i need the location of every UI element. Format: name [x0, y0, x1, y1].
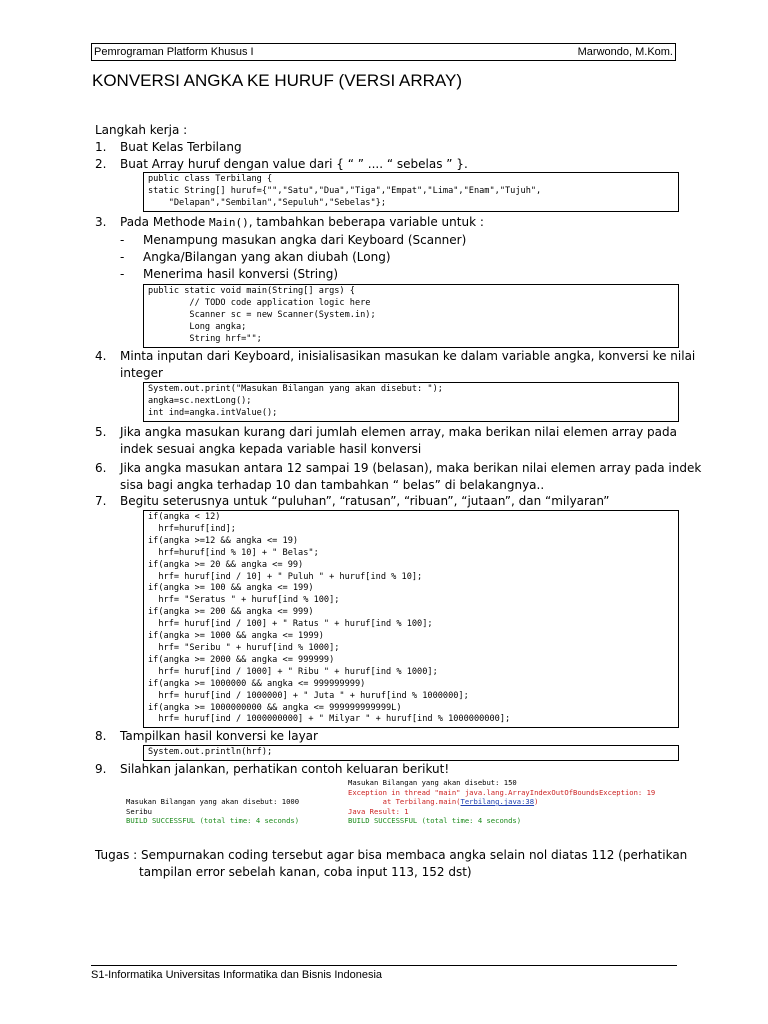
code-line: hrf= huruf[ind / 100] + " Ratus " + huruf[ind % 100];: [148, 619, 433, 630]
output-right-line: ): [534, 797, 539, 806]
code-line: hrf=huruf[ind % 10] + " Belas";: [148, 547, 319, 558]
document-title: KONVERSI ANGKA KE HURUF (VERSI ARRAY): [92, 71, 462, 90]
output-right-line: Masukan Bilangan yang akan disebut: 150: [348, 778, 517, 787]
page-header: [91, 43, 676, 61]
step-9-text: Silahkan jalankan, perhatikan contoh keluaran berikut!: [120, 762, 450, 776]
code-line: if(angka >= 1000 && angka <= 1999): [148, 631, 324, 642]
page-footer: S1-Informatika Universitas Informatika dan Bisnis Indonesia: [91, 969, 383, 981]
task-line-1: Tugas : Sempurnakan coding tersebut agar bisa membaca angka selain nol diatas 112 (perhatikan: [95, 848, 688, 862]
bullet-marker: -: [120, 267, 125, 281]
step-3-text: [120, 214, 484, 231]
code-line: String hrf="";: [148, 333, 262, 344]
step-4-line-1: Minta inputan dari Keyboard, inisialisasikan masukan ke dalam variable angka, konversi ke nilai: [120, 349, 696, 363]
output-right-line: at Terbilang.main(: [348, 797, 461, 806]
step-9-number: 9.: [95, 762, 107, 776]
code-block-print: [143, 745, 679, 761]
stacktrace-link[interactable]: Terbilang.java:38: [460, 797, 535, 806]
code-line: if(angka >= 100 && angka <= 199): [148, 583, 314, 594]
output-left-line: BUILD SUCCESSFUL (total time: 4 seconds): [126, 816, 300, 825]
code-line: hrf= huruf[ind / 10] + " Puluh " + huruf[ind % 10];: [148, 571, 423, 582]
output-left-line: Masukan Bilangan yang akan disebut: 1000: [126, 797, 300, 806]
code-block-conversion: [143, 510, 679, 728]
output-right-line: Java Result: 1: [348, 806, 409, 816]
code-line: // TODO code application logic here: [148, 297, 371, 308]
step-3-post: , tambahkan beberapa variable untuk :: [248, 215, 484, 229]
output-right-line: BUILD SUCCESSFUL (total time: 4 seconds): [348, 816, 522, 825]
code-line: hrf= huruf[ind / 1000000000] + " Milyar " + huruf[ind % 1000000000];: [148, 714, 511, 725]
code-line: hrf=huruf[ind];: [148, 523, 236, 534]
bullet-item: Menampung masukan angka dari Keyboard (Scanner): [143, 233, 467, 247]
footer-divider: [91, 965, 677, 966]
code-line: int ind=angka.intValue();: [148, 407, 278, 418]
step-3-number: 3.: [95, 215, 107, 229]
bullet-marker: -: [120, 250, 125, 264]
step-5-number: 5.: [95, 425, 107, 439]
code-line: hrf= huruf[ind / 1000] + " Ribu " + huruf[ind % 1000];: [148, 666, 438, 677]
code-block-array: [143, 172, 679, 212]
author-name: Marwondo, M.Kom.: [577, 46, 673, 58]
step-4-number: 4.: [95, 349, 107, 363]
code-line: "Delapan","Sembilan","Sepuluh","Sebelas"};: [148, 197, 386, 208]
code-line: System.out.print("Masukan Bilangan yang akan disebut: ");: [148, 384, 443, 394]
code-line: static String[] huruf={"","Satu","Dua","Tiga","Empat","Lima","Enam","Tujuh",: [148, 185, 542, 196]
bullet-item: Menerima hasil konversi (String): [143, 267, 339, 281]
step-1-number: 1.: [95, 140, 107, 154]
step-1-text: Buat Kelas Terbilang: [120, 140, 242, 154]
code-line: public static void main(String[] args) {: [148, 286, 355, 296]
code-line: if(angka >=12 && angka <= 19): [148, 535, 299, 546]
course-name: Pemrograman Platform Khusus I: [94, 46, 254, 58]
step-7-number: 7.: [95, 494, 107, 508]
code-line: if(angka >= 20 && angka <= 99): [148, 559, 304, 570]
sample-output-right: [348, 778, 655, 826]
code-block-input: [143, 382, 679, 422]
code-line: public class Terbilang {: [148, 174, 273, 184]
output-left-line: Seribu: [126, 806, 152, 816]
code-line: Long angka;: [148, 321, 247, 332]
code-block-main: [143, 284, 679, 348]
steps-heading: Langkah kerja :: [95, 123, 188, 137]
step-3-pre: Pada Methode: [120, 215, 210, 229]
code-line: Scanner sc = new Scanner(System.in);: [148, 309, 376, 320]
code-line: System.out.println(hrf);: [148, 747, 273, 757]
code-line: if(angka >= 1000000 && angka <= 999999999): [148, 678, 366, 689]
step-6-number: 6.: [95, 461, 107, 475]
step-6-line-2: sisa bagi angka terhadap 10 dan tambahkan “ belas” di belakangnya..: [120, 478, 545, 492]
step-8-text: Tampilkan hasil konversi ke layar: [120, 729, 318, 743]
step-6-line-1: Jika angka masukan antara 12 sampai 19 (belasan), maka berikan nilai elemen array pada indek: [120, 461, 702, 475]
task-line-2: tampilan error sebelah kanan, coba input 113, 152 dst): [139, 865, 472, 879]
step-2-text: Buat Array huruf dengan value dari { “ ” .... “ sebelas ” }.: [120, 157, 468, 171]
step-7-text: Begitu seterusnya untuk “puluhan”, “ratusan”, “ribuan”, “jutaan”, dan “milyaran”: [120, 494, 610, 508]
code-line: hrf= huruf[ind / 1000000] + " Juta " + huruf[ind % 1000000];: [148, 690, 469, 701]
code-line: if(angka < 12): [148, 512, 221, 522]
sample-output-left: [126, 797, 299, 826]
step-5-line-2: indek sesuai angka kepada variable hasil konversi: [120, 442, 422, 456]
code-line: hrf= "Seribu " + huruf[ind % 1000];: [148, 642, 340, 653]
step-5-line-1: Jika angka masukan kurang dari jumlah elemen array, maka berikan nilai elemen array pada: [120, 425, 677, 439]
step-2-number: 2.: [95, 157, 107, 171]
step-3-method: Main(): [209, 216, 249, 229]
code-line: if(angka >= 1000000000 && angka <= 999999999999L): [148, 702, 402, 713]
code-line: if(angka >= 200 && angka <= 999): [148, 607, 314, 618]
code-line: angka=sc.nextLong();: [148, 395, 252, 406]
bullet-marker: -: [120, 233, 125, 247]
code-line: hrf= "Seratus " + huruf[ind % 100];: [148, 595, 340, 606]
step-8-number: 8.: [95, 729, 107, 743]
output-right-line: Exception in thread "main" java.lang.ArrayIndexOutOfBoundsException: 19: [348, 787, 656, 797]
bullet-item: Angka/Bilangan yang akan diubah (Long): [143, 250, 391, 264]
step-4-line-2: integer: [120, 366, 163, 380]
code-line: if(angka >= 2000 && angka <= 999999): [148, 654, 335, 665]
